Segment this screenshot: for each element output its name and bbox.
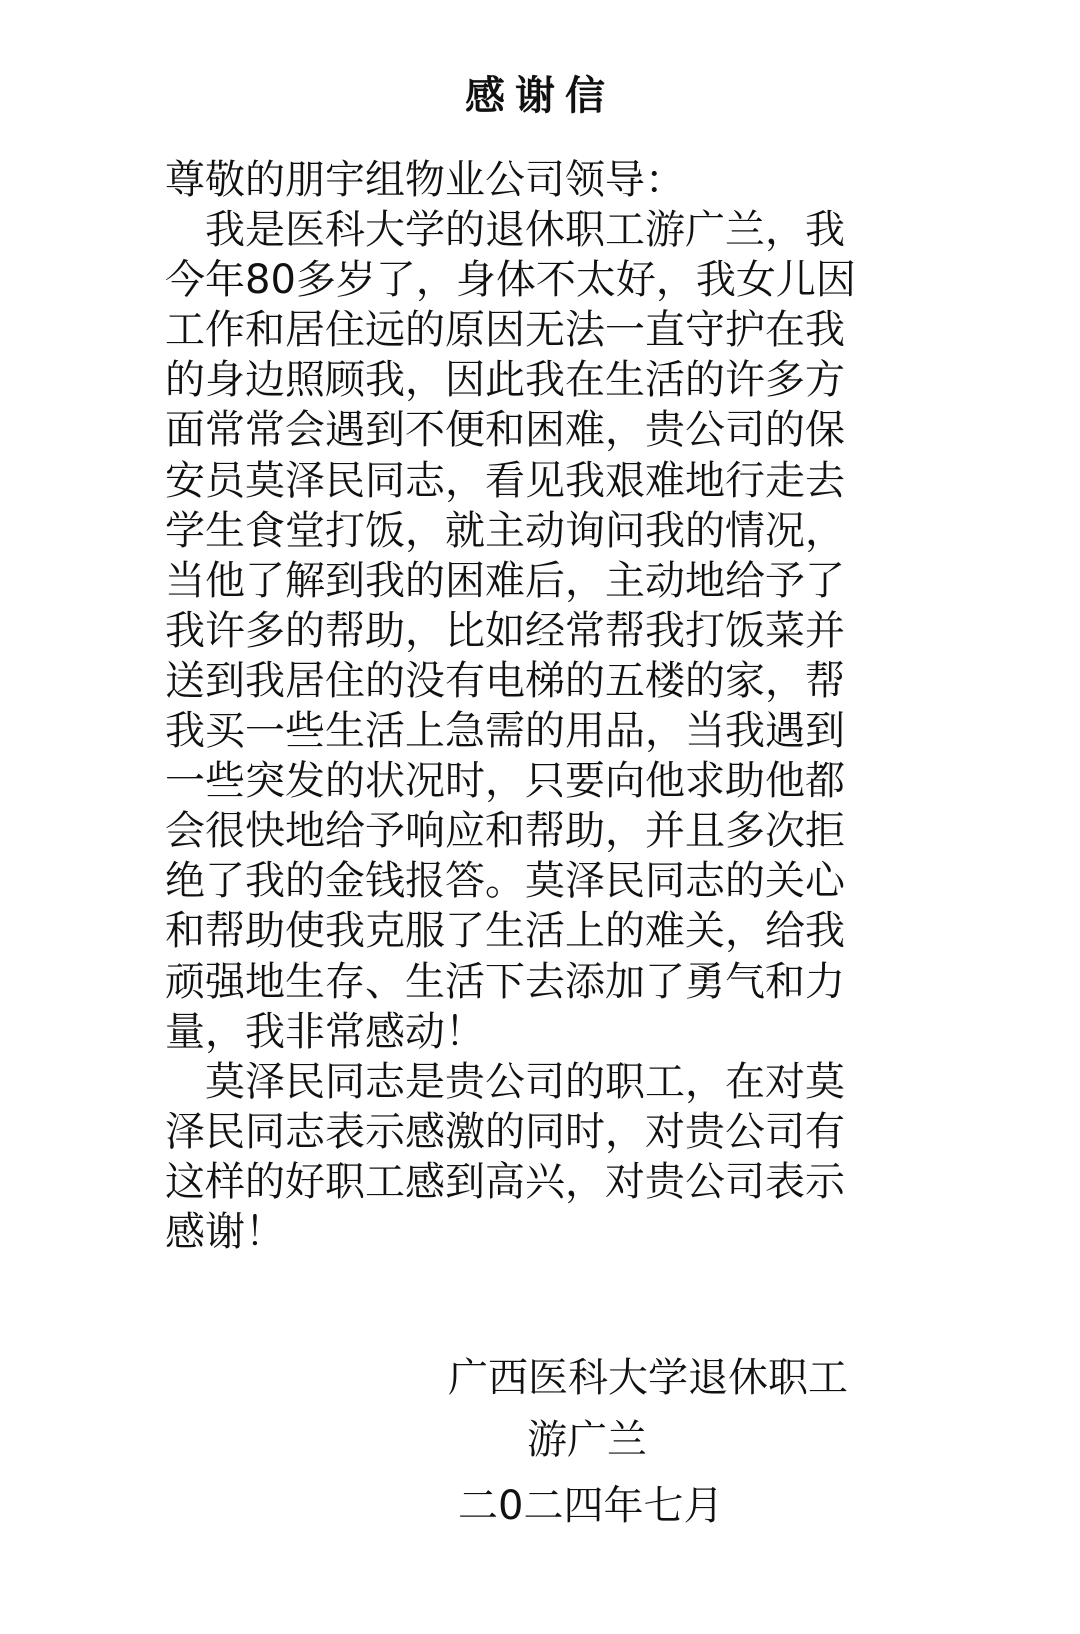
body-line: 顽强地生存、生活下去添加了勇气和力 [165, 958, 845, 1005]
signature-name: 游广兰 [527, 1417, 647, 1463]
signature-date: 二0二四年七月 [458, 1483, 724, 1529]
body-line: 学生食堂打饭，就主动询问我的情况， [165, 507, 845, 554]
body-line: 量，我非常感动！ [165, 1008, 485, 1055]
body-line: 工作和居住远的原因无法一直守护在我 [165, 307, 845, 354]
body-line: 当他了解到我的困难后，主动地给予了 [165, 557, 845, 604]
salutation-line: 尊敬的朋宇组物业公司领导： [165, 157, 685, 203]
body-line: 会很快地给予响应和帮助，并且多次拒 [165, 808, 845, 855]
body-line: 面常常会遇到不便和困难，贵公司的保 [165, 407, 845, 454]
body-line: 感谢！ [165, 1208, 285, 1255]
body-line: 安员莫泽民同志，看见我艰难地行走去 [165, 457, 845, 504]
letter-title: 感谢信 [465, 73, 615, 119]
body-line: 今年80多岁了，身体不太好，我女儿因 [165, 257, 856, 304]
body-line: 泽民同志表示感激的同时，对贵公司有 [165, 1108, 845, 1155]
body-line: 送到我居住的没有电梯的五楼的家，帮 [165, 657, 845, 704]
letter-body [165, 155, 925, 1257]
body-line: 这样的好职工感到高兴，对贵公司表示 [165, 1158, 845, 1205]
body-line: 和帮助使我克服了生活上的难关，给我 [165, 908, 845, 955]
body-line: 我是医科大学的退休职工游广兰，我 [165, 207, 845, 254]
body-line: 的身边照顾我，因此我在生活的许多方 [165, 357, 845, 404]
body-line: 一些突发的状况时，只要向他求助他都 [165, 758, 845, 805]
body-line: 我买一些生活上急需的用品，当我遇到 [165, 708, 845, 755]
signature-organization: 广西医科大学退休职工 [448, 1355, 848, 1401]
body-line: 我许多的帮助，比如经常帮我打饭菜并 [165, 607, 845, 654]
body-line: 莫泽民同志是贵公司的职工，在对莫 [165, 1058, 845, 1105]
body-line: 绝了我的金钱报答。莫泽民同志的关心 [165, 858, 845, 905]
